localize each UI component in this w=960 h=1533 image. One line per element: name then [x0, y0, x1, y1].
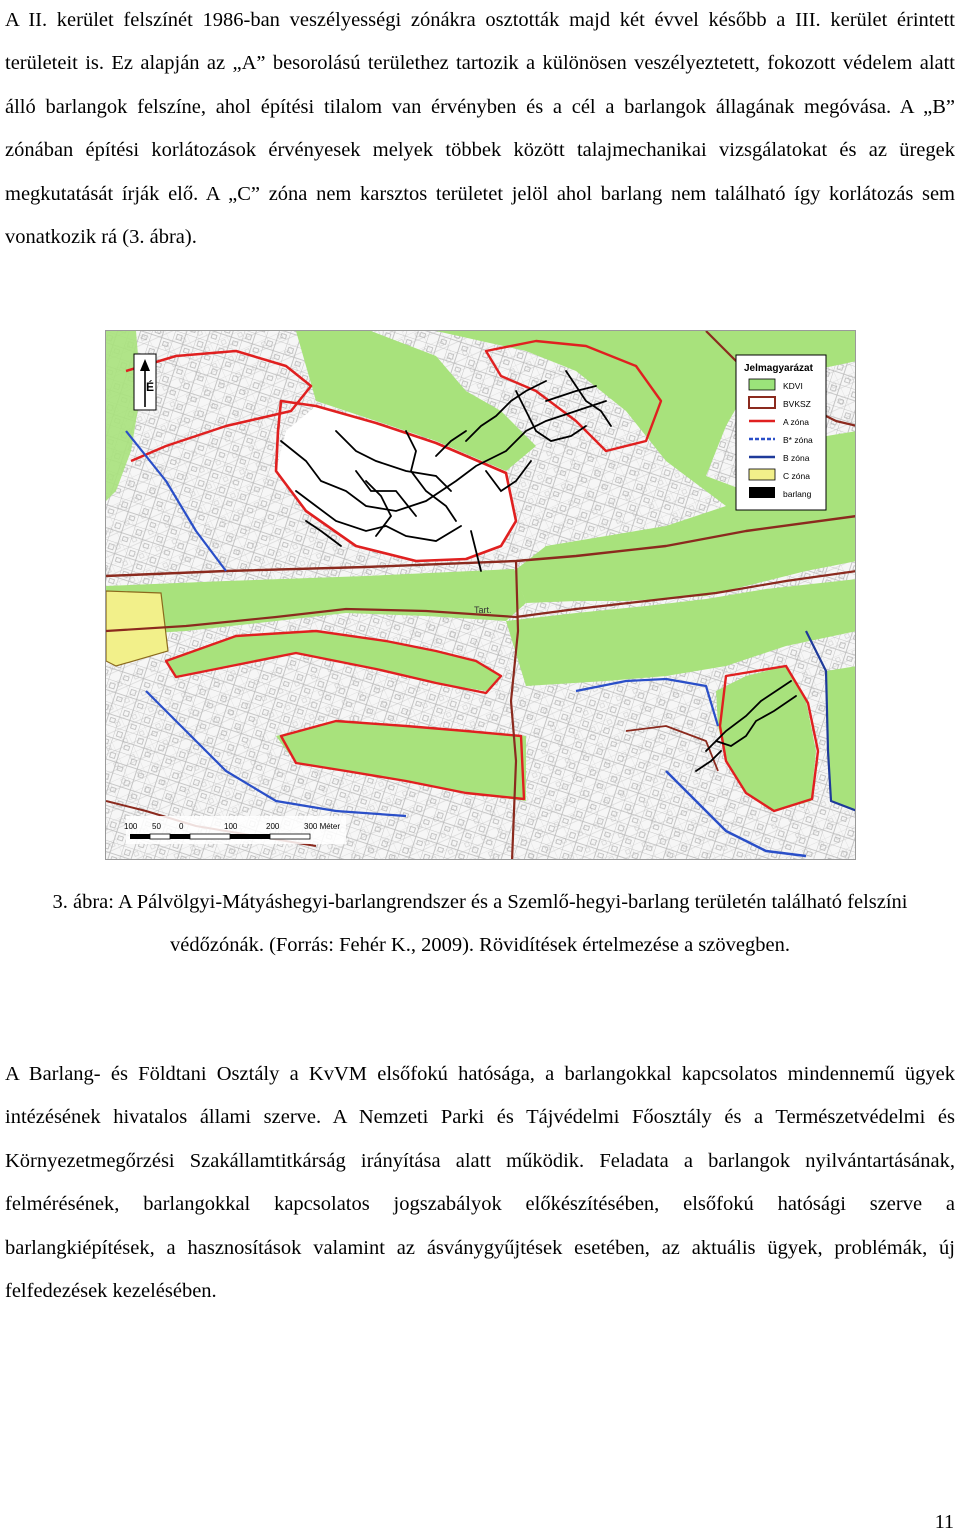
figure-caption: 3. ábra: A Pálvölgyi-Mátyáshegyi-barlangrendszer és a Szemlő-hegyi-barlang területén található felszíni védőzónák. (Forrás: Fehér K., 2009). Rövidítések értelmezése a szövegben. — [52, 891, 908, 956]
page-number: 11 — [934, 1511, 954, 1533]
legend-swatch-kdvi — [749, 379, 775, 390]
legend-label-c-zona: C zóna — [783, 471, 810, 481]
paragraph-2: A Barlang- és Földtani Osztály a KvVM elsőfokú hatósága, a barlangokkal kapcsolatos mindennemű ügyek intézésének hivatalos állami szerve. A Nemzeti Parki és Tájvédelmi Főosztály és a Természetvédelmi és Környezetmegőrzési Szakállamtitkárság irányítása alatt működik. Feladata a barlangok nyilvántartásának, felmérésének, barlangokkal kapcsolatos jogszabályok előkészítésében, elsőfokú hatósági szerve a barlangkiépítések, a hasznosítások valamint az ásványgyűjtések esetében, az aktuális ügyek, problémák, új felfedezések kezelésében. — [5, 1063, 955, 1303]
north-label: É — [146, 380, 155, 394]
svg-text:Tart.: Tart. — [474, 605, 492, 615]
scale-tick-100-left: 100 — [124, 822, 138, 831]
legend-swatch-bvksz — [749, 397, 775, 408]
legend-label-bvksz: BVKSZ — [783, 399, 811, 409]
protection-zones-map — [106, 331, 856, 860]
north-arrow — [134, 354, 156, 410]
paragraph-1: A II. kerület felszínét 1986-ban veszélyességi zónákra osztották majd két évvel később a III. kerület érintett területeit is. Ez alapján az „A” besorolású területhez tartozik a különösen veszélyeztetett, fokozott védelem alatt álló barlangok felszíne, ahol építési tilalom van érvényben és a cél a barlangok állagának megóvása. A „B” zónában építési korlátozások érvényesek melyek többek között talajmechanikai vizsgálatokat és az üregek megkutatását írják elő. A „C” zóna nem karsztos területet jelöl ahol barlang nem található így korlátozás sem vonatkozik rá (3. ábra). — [5, 9, 955, 249]
scale-tick-300-meter: 300 Méter — [304, 822, 341, 831]
scale-tick-50: 50 — [152, 822, 161, 831]
legend-label-b-zona: B zóna — [783, 453, 810, 463]
map-legend — [736, 355, 826, 510]
legend-title: Jelmagyarázat — [744, 363, 813, 374]
legend-label-kdvi: KDVI — [783, 381, 803, 391]
scale-bar — [124, 816, 346, 844]
scale-tick-100: 100 — [224, 822, 238, 831]
legend-label-a-zona: A zóna — [783, 417, 809, 427]
figure-map — [105, 330, 856, 860]
legend-label-b-star-zona: B* zóna — [783, 435, 813, 445]
scale-tick-0: 0 — [179, 822, 184, 831]
scale-tick-200: 200 — [266, 822, 280, 831]
legend-swatch-barlang — [749, 487, 775, 498]
legend-swatch-c-zona — [749, 469, 775, 480]
legend-label-barlang: barlang — [783, 489, 812, 499]
